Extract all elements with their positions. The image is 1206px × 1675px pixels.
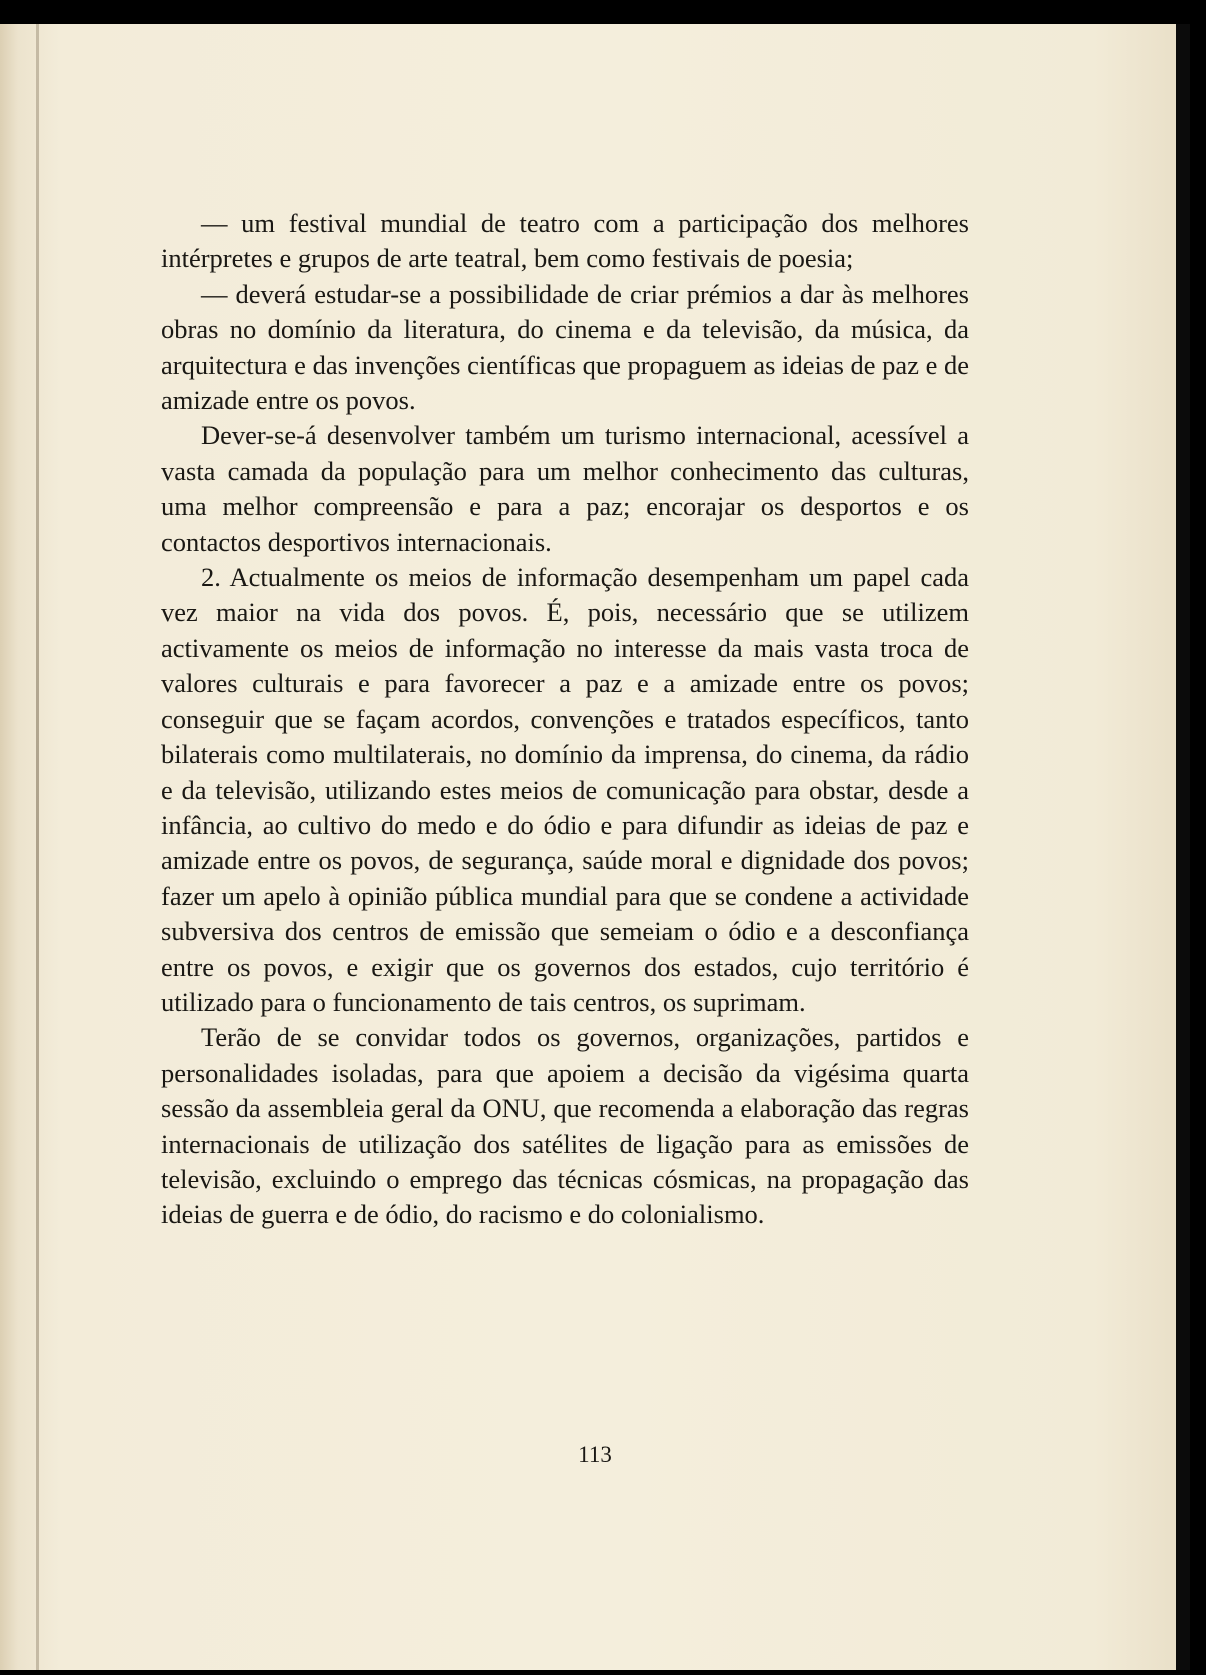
paragraph-tourism: Dever-se-á desenvolver também um turismo internacional, acessível a vasta camada da população para um melhor conhecimento das culturas, uma melhor compreensão e para a paz; encorajar os desportos e os contactos desportivos internacionais. (161, 420, 969, 557)
page-gutter-shadow (36, 24, 39, 1670)
book-page (0, 24, 1190, 1670)
body-text (161, 206, 969, 1233)
page-number: 113 (578, 1442, 612, 1467)
page-right-edge (1176, 24, 1190, 1670)
paragraph-prizes: — deverá estudar-se a possibilidade de criar prémios a dar às melhores obras no domínio da literatura, do cinema e da televisão, da música, da arquitectura e das invenções científicas que propaguem as ideias de paz e de amizade entre os povos. (161, 278, 969, 416)
paragraph-onu-decision: Terão de se convidar todos os governos, organizações, partidos e personalidades isoladas, para que apoiem a decisão da vigésima quarta sessão da assembleia geral da ONU, que recomenda a elaboração das regras internacionais de utilização dos satélites de ligação para as emissões de televisão, excluindo o emprego das técnicas cósmicas, na propagação das ideias de guerra e de ódio, do racismo e do colonialismo. (161, 1022, 969, 1230)
paragraph-theatre-festival: — um festival mundial de teatro com a participação dos melhores intérpretes e grupos de arte teatral, bem como festivais de poesia; (161, 208, 969, 274)
paragraph-information-media: 2. Actualmente os meios de informação desempenham um papel cada vez maior na vida dos povos. É, pois, necessário que se utilizem activamente os meios de informação no interesse da mais vasta troca de valores culturais e para favorecer a paz e a amizade entre os povos; conseguir que se façam acordos, convenções e tratados específicos, tanto bilaterais como multilaterais, no domínio da imprensa, do cinema, da rádio e da televisão, utilizando estes meios de comunicação para obstar, desde a infância, ao cultivo do medo e do ódio e para difundir as ideias de paz e amizade entre os povos, de segurança, saúde moral e dignidade dos povos; fazer um apelo à opinião pública mundial para que se condene a actividade subversiva dos centros de emissão que semeiam o ódio e a desconfiança entre os povos, e exigir que os governos dos estados, cujo território é utilizado para o funcionamento de tais centros, os suprimam. (161, 562, 969, 1017)
